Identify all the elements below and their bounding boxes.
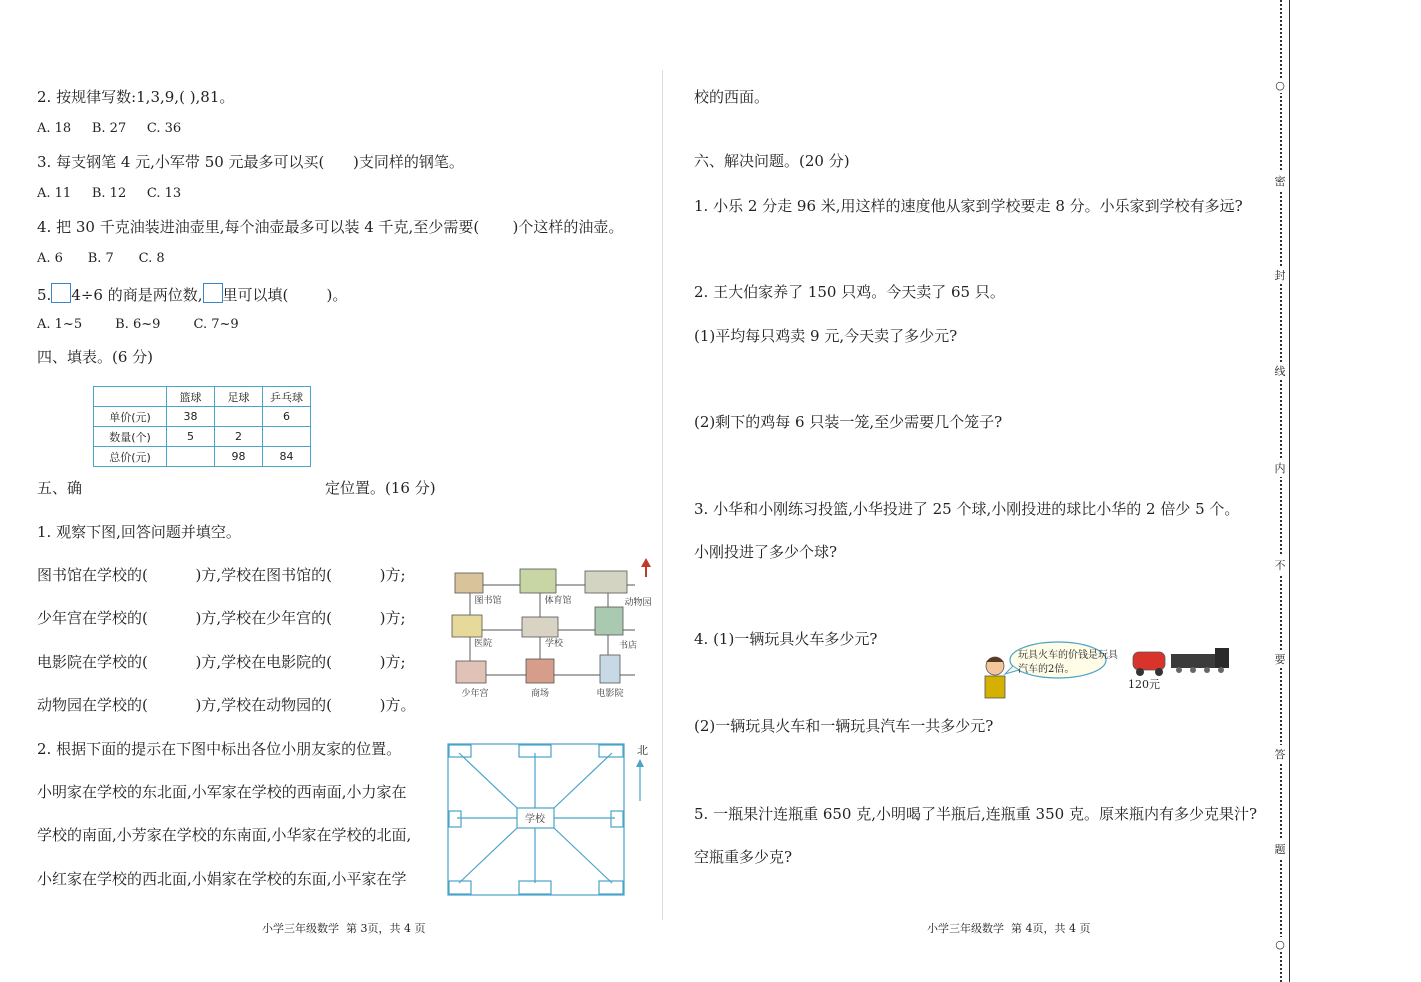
- q2-options: A. 18 B. 27 C. 36: [37, 121, 182, 136]
- p2-line: 小红家在学校的西北面,小娟家在学校的东面,小平家在学: [37, 870, 407, 888]
- map-label: 图书馆: [474, 596, 502, 606]
- q4-options: A. 6 B. 7 C. 8: [37, 251, 165, 266]
- seal-char: 要: [1272, 650, 1288, 668]
- seal-char: 密: [1272, 172, 1288, 190]
- seal-char: 封: [1272, 266, 1288, 284]
- column-divider: [662, 70, 663, 920]
- table-cell: 篮球: [167, 387, 215, 407]
- seal-char: 不: [1272, 556, 1288, 574]
- table-row: [94, 447, 311, 467]
- table-cell: 6: [263, 407, 311, 427]
- grid-center-label: 学校: [525, 814, 545, 825]
- map-label: 体育馆: [544, 596, 572, 606]
- q5-options: A. 1~5 B. 6~9 C. 7~9: [37, 317, 239, 332]
- r5b-question: 空瓶重多少克?: [694, 848, 793, 866]
- map-label: 学校: [544, 639, 564, 649]
- table-cell: 98: [215, 447, 263, 467]
- table-cell: 足球: [215, 387, 263, 407]
- q2-question: 2. 按规律写数:1,3,9,( ),81。: [37, 88, 235, 106]
- price-label: 120元: [1128, 678, 1160, 691]
- q5-prefix: 5.: [37, 286, 52, 304]
- north-arrow-icon: [641, 558, 651, 577]
- city-map: [440, 555, 660, 705]
- r3b-question: 小刚投进了多少个球?: [694, 543, 838, 561]
- map-label: 医院: [473, 639, 493, 649]
- seal-solid-line: [1289, 0, 1290, 982]
- q5-middle: 4÷6 的商是两位数,: [71, 286, 203, 304]
- table-cell: [167, 447, 215, 467]
- table-row: [94, 387, 311, 407]
- p1-line: 动物园在学校的( )方,学校在动物园的( )方。: [37, 696, 416, 714]
- map-label: 书店: [618, 641, 638, 651]
- seal-char: 内: [1272, 459, 1288, 477]
- table-cell: 数量(个): [94, 427, 167, 447]
- p1-line: 电影院在学校的( )方,学校在电影院的( )方;: [37, 653, 406, 671]
- speech-bubble-text: 玩具火车的价钱是玩具汽车的2倍。: [1018, 650, 1118, 675]
- seal-char: 题: [1272, 840, 1288, 858]
- blank-box: [203, 283, 223, 303]
- r2a-question: (1)平均每只鸡卖 9 元,今天卖了多少元?: [694, 327, 958, 345]
- seal-dotted-line: [1280, 0, 1282, 982]
- q5-question: [37, 283, 347, 303]
- table-cell: [215, 407, 263, 427]
- r2-question: 2. 王大伯家养了 150 只鸡。今天卖了 65 只。: [694, 283, 1005, 301]
- direction-grid: [447, 743, 627, 898]
- table-cell: 84: [263, 447, 311, 467]
- seal-char: ○: [1272, 937, 1288, 952]
- blank-box: [51, 283, 71, 303]
- seal-char: 线: [1272, 362, 1288, 380]
- table-cell: 5: [167, 427, 215, 447]
- p2-line: 小明家在学校的东北面,小军家在学校的西南面,小力家在: [37, 783, 407, 801]
- section-6-heading: 六、解决问题。(20 分): [694, 152, 850, 170]
- q3-question: 3. 每支钢笔 4 元,小军带 50 元最多可以买( )支同样的钢笔。: [37, 153, 464, 171]
- map-label: 动物园: [624, 598, 652, 608]
- q4-question: 4. 把 30 千克油装进油壶里,每个油壶最多可以装 4 千克,至少需要( )个这样的油壶。: [37, 218, 624, 236]
- table-cell: 38: [167, 407, 215, 427]
- table-cell: 2: [215, 427, 263, 447]
- table-cell: 总价(元): [94, 447, 167, 467]
- map-label: 电影院: [596, 689, 624, 699]
- fill-table: [93, 386, 311, 467]
- r2b-question: (2)剩下的鸡每 6 只装一笼,至少需要几个笼子?: [694, 413, 1003, 431]
- table-cell: [94, 387, 167, 407]
- section-4-heading: 四、填表。(6 分): [37, 348, 154, 366]
- p1-line: 图书馆在学校的( )方,学校在图书馆的( )方;: [37, 566, 406, 584]
- table-cell: [263, 427, 311, 447]
- table-row: [94, 427, 311, 447]
- map-label: 商场: [530, 689, 550, 699]
- p1-line: 少年宫在学校的( )方,学校在少年宫的( )方;: [37, 609, 406, 627]
- map-label: 少年宫: [461, 689, 489, 699]
- q3-options: A. 11 B. 12 C. 13: [37, 186, 182, 201]
- page-footer-right: 小学三年级数学 第 4页，共 4 页: [927, 922, 1091, 935]
- seal-char: ○: [1272, 78, 1288, 93]
- r4b-question: (2)一辆玩具火车和一辆玩具汽车一共多少元?: [694, 717, 994, 735]
- table-row: [94, 407, 311, 427]
- north-label: 北: [637, 744, 648, 757]
- table-cell: 单价(元): [94, 407, 167, 427]
- section-5-heading-b: 定位置。(16 分): [325, 479, 436, 497]
- r1-question: 1. 小乐 2 分走 96 米,用这样的速度他从家到学校要走 8 分。小乐家到学校有多远?: [694, 197, 1243, 215]
- p1-heading: 1. 观察下图,回答问题并填空。: [37, 523, 241, 541]
- r5a-question: 5. 一瓶果汁连瓶重 650 克,小明喝了半瓶后,连瓶重 350 克。原来瓶内有多少克果汁?: [694, 805, 1257, 823]
- page-footer-left: 小学三年级数学 第 3页，共 4 页: [262, 922, 426, 935]
- p2-line: 学校的南面,小芳家在学校的东南面,小华家在学校的北面,: [37, 826, 412, 844]
- continued-text: 校的西面。: [694, 88, 770, 106]
- table-cell: 乒乓球: [263, 387, 311, 407]
- p2-heading: 2. 根据下面的提示在下图中标出各位小朋友家的位置。: [37, 740, 402, 758]
- r4a-question: 4. (1)一辆玩具火车多少元?: [694, 630, 878, 648]
- r3a-question: 3. 小华和小刚练习投篮,小华投进了 25 个球,小刚投进的球比小华的 2 倍少 5 个。: [694, 500, 1240, 518]
- section-5-heading-a: 五、确: [37, 479, 83, 497]
- q5-suffix: 里可以填( )。: [222, 286, 348, 304]
- seal-char: 答: [1272, 745, 1288, 763]
